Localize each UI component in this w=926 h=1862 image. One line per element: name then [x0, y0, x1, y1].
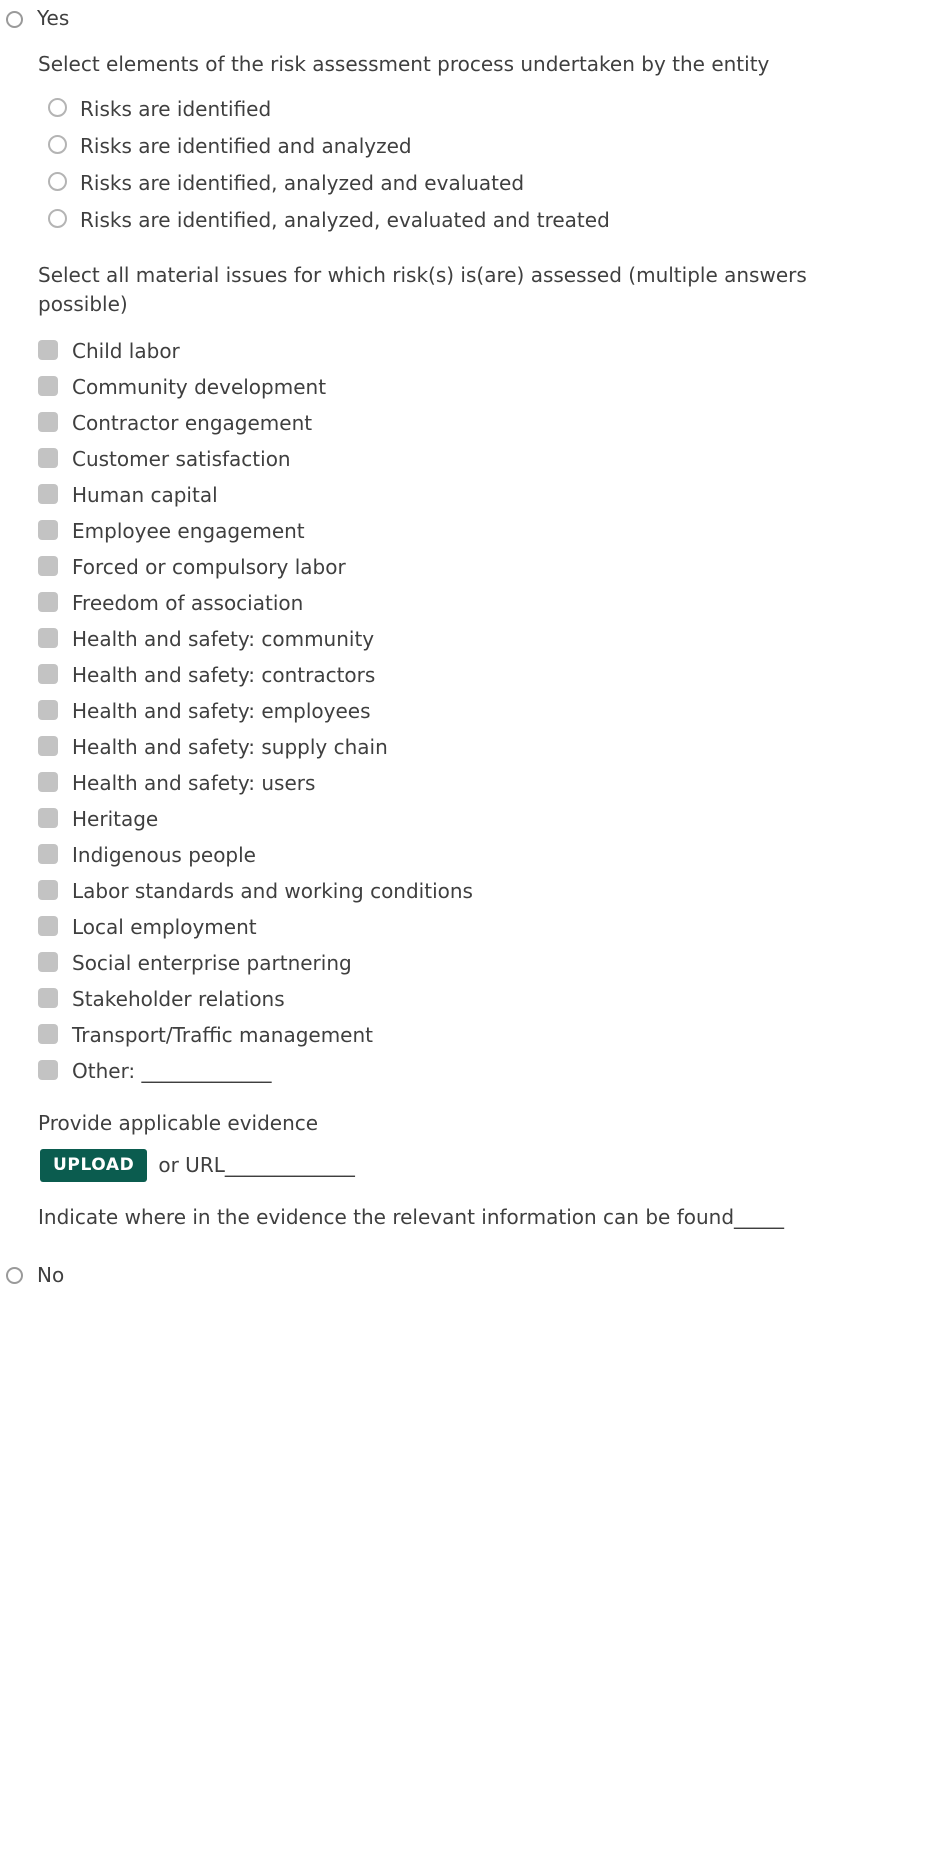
checkbox-icon[interactable]: [38, 880, 58, 900]
checkbox-icon[interactable]: [38, 916, 58, 936]
checkbox-icon[interactable]: [38, 592, 58, 612]
list-item-label: Customer satisfaction: [72, 447, 291, 471]
radio-yes-icon[interactable]: [6, 11, 23, 28]
checkbox-icon[interactable]: [38, 988, 58, 1008]
checkbox-icon[interactable]: [38, 340, 58, 360]
evidence-label: Provide applicable evidence: [38, 1111, 319, 1135]
process-option-label: Risks are identified, analyzed and evaluated: [80, 171, 525, 195]
process-option-4[interactable]: [38, 202, 916, 239]
list-item-label: Employee engagement: [72, 519, 305, 543]
list-item-label: Labor standards and working conditions: [72, 879, 473, 903]
list-item[interactable]: [38, 729, 916, 765]
list-item-label: Forced or compulsory labor: [72, 555, 346, 579]
url-text: or URL: [158, 1153, 225, 1178]
list-item-label: Heritage: [72, 807, 159, 831]
list-item[interactable]: [38, 333, 916, 369]
process-question: Select elements of the risk assessment process undertaken by the entity: [38, 52, 770, 76]
list-item[interactable]: [38, 513, 916, 549]
list-item[interactable]: [38, 549, 916, 585]
radio-no-icon[interactable]: [6, 1267, 23, 1284]
list-item-label: Local employment: [72, 915, 257, 939]
other-label: [72, 1058, 272, 1084]
process-option-label: Risks are identified and analyzed: [80, 134, 412, 158]
list-item[interactable]: [38, 657, 916, 693]
list-item-label: Stakeholder relations: [72, 987, 285, 1011]
option-yes-label: Yes: [37, 6, 70, 30]
list-item[interactable]: [38, 945, 916, 981]
checkbox-icon[interactable]: [38, 736, 58, 756]
yes-branch: [0, 50, 926, 1231]
list-item-label: Health and safety: community: [72, 627, 375, 651]
option-yes[interactable]: [0, 0, 926, 36]
list-item[interactable]: [38, 765, 916, 801]
list-item-other[interactable]: [38, 1053, 916, 1089]
list-item[interactable]: [38, 873, 916, 909]
checkbox-icon[interactable]: [38, 484, 58, 504]
option-no-label: No: [37, 1262, 65, 1287]
list-item-label: Health and safety: contractors: [72, 663, 376, 687]
list-item[interactable]: [38, 477, 916, 513]
list-item[interactable]: [38, 369, 916, 405]
checkbox-icon[interactable]: [38, 376, 58, 396]
checkbox-icon[interactable]: [38, 772, 58, 792]
radio-icon[interactable]: [48, 209, 67, 228]
process-option-3[interactable]: [38, 165, 916, 202]
upload-row: [38, 1149, 916, 1182]
list-item-label: Health and safety: users: [72, 771, 316, 795]
checkbox-icon[interactable]: [38, 520, 58, 540]
checkbox-icon[interactable]: [38, 412, 58, 432]
url-label: [158, 1153, 355, 1177]
list-item-label: Human capital: [72, 483, 218, 507]
list-item-label: Transport/Traffic management: [72, 1023, 374, 1047]
process-option-1[interactable]: [38, 91, 916, 128]
process-option-label: Risks are identified: [80, 97, 272, 121]
process-option-2[interactable]: [38, 128, 916, 165]
checkbox-icon[interactable]: [38, 808, 58, 828]
list-item-label: Health and safety: employees: [72, 699, 371, 723]
list-item-label: Contractor engagement: [72, 411, 313, 435]
checkbox-icon[interactable]: [38, 556, 58, 576]
radio-icon[interactable]: [48, 135, 67, 154]
list-item[interactable]: [38, 693, 916, 729]
checkbox-icon[interactable]: [38, 1060, 58, 1080]
checkbox-icon[interactable]: [38, 1024, 58, 1044]
list-item[interactable]: [38, 909, 916, 945]
process-radio-group: [38, 91, 916, 239]
list-item[interactable]: [38, 621, 916, 657]
other-text: Other:: [72, 1059, 142, 1083]
list-item-label: Health and safety: supply chain: [72, 735, 388, 759]
list-item[interactable]: [38, 441, 916, 477]
indicate-blank[interactable]: _____: [734, 1204, 785, 1229]
url-blank[interactable]: _____________: [224, 1153, 355, 1178]
list-item-label: Indigenous people: [72, 843, 256, 867]
material-issues-checklist: [38, 333, 916, 1089]
list-item-label: Community development: [72, 375, 327, 399]
other-blank[interactable]: _____________: [141, 1059, 272, 1083]
list-item[interactable]: [38, 801, 916, 837]
checkbox-icon[interactable]: [38, 952, 58, 972]
checkbox-icon[interactable]: [38, 844, 58, 864]
option-no[interactable]: [0, 1257, 926, 1293]
checkbox-icon[interactable]: [38, 700, 58, 720]
list-item-label: Freedom of association: [72, 591, 304, 615]
process-option-label: Risks are identified, analyzed, evaluated and treated: [80, 208, 610, 232]
list-item-label: Child labor: [72, 339, 180, 363]
list-item[interactable]: [38, 405, 916, 441]
list-item[interactable]: [38, 981, 916, 1017]
list-item[interactable]: [38, 1017, 916, 1053]
checkbox-icon[interactable]: [38, 448, 58, 468]
list-item[interactable]: [38, 837, 916, 873]
indicate-label: Indicate where in the evidence the relevant information can be found: [38, 1204, 735, 1229]
radio-icon[interactable]: [48, 172, 67, 191]
upload-button[interactable]: UPLOAD: [40, 1149, 147, 1182]
checkbox-icon[interactable]: [38, 628, 58, 648]
material-question: Select all material issues for which risk(s) is(are) assessed (multiple answers possible): [38, 263, 807, 316]
indicate-location-row: [38, 1204, 828, 1231]
radio-icon[interactable]: [48, 98, 67, 117]
list-item[interactable]: [38, 585, 916, 621]
list-item-label: Social enterprise partnering: [72, 951, 352, 975]
checkbox-icon[interactable]: [38, 664, 58, 684]
